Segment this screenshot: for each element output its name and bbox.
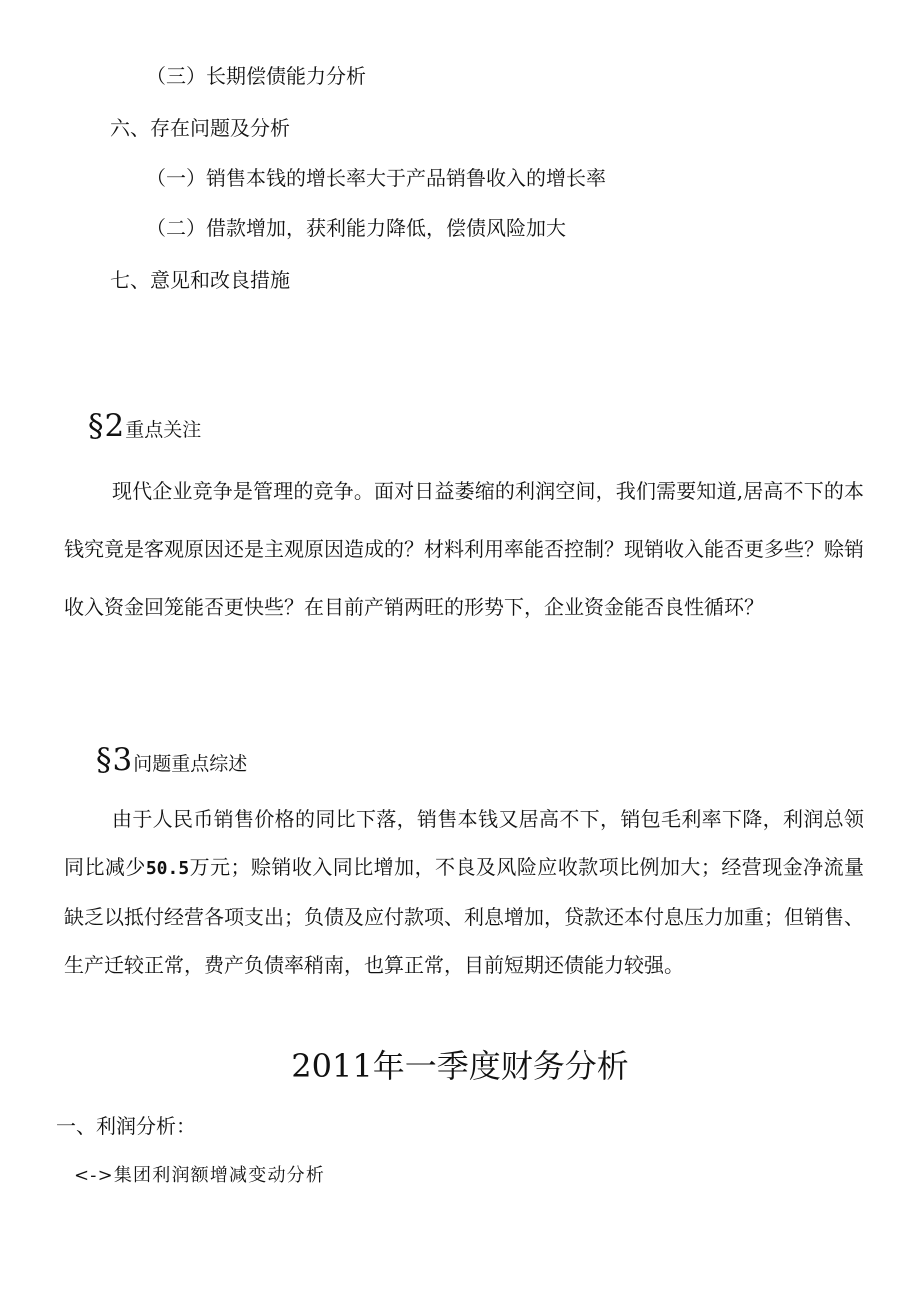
outline-item-6: 六、存在问题及分析 (110, 116, 290, 140)
report-subsection-1: <->集团利润额增减变动分析 (74, 1165, 326, 1186)
outline-item-3-3: （三）长期偿债能力分析 (146, 64, 366, 88)
section-2-title: 重点关注 (125, 419, 202, 441)
section-3-text-before: 由于人民币销售价格的同比下落，销售本钱又居高不下，销包毛利率下降，利润总领同比减少 (64, 807, 864, 879)
section-2-heading (88, 406, 201, 450)
section-3-paragraph (64, 795, 864, 989)
section-3-mark: §3 (96, 742, 134, 778)
section-2-paragraph: 现代企业竞争是管理的竞争。面对日益萎缩的利润空间，我们需要知道,居高不下的本钱究竟是客观原因还是主观原因造成的？材料利用率能否控制？现销收入能否更多些？赊销收入资金回笼能否更快些？在目前产销两旺的形势下，企业资金能否良性循环？ (64, 479, 864, 619)
section-2-mark: §2 (88, 408, 126, 444)
report-section-1: 一、利润分析： (56, 1114, 196, 1138)
report-title: 2011年一季度财务分析 (291, 1047, 629, 1085)
section-3-heading (96, 740, 247, 784)
section-3-text-after: 万元；赊销收入同比增加，不良及风险应收款项比例加大；经营现金净流量缺乏以抵付经营各项支出；负债及应付款项、利息增加，贷款还本付息压力加重；但销售、生产迁较正常，费产负债率稍南，也算正常，目前短期还债能力较强。 (64, 855, 865, 977)
section-3-title: 问题重点综述 (133, 753, 248, 775)
outline-item-6-2: （二）借款增加，获利能力降低，偿债风险加大 (146, 216, 566, 240)
profit-decrease-amount: 50.5 (145, 858, 190, 879)
outline-item-7: 七、意见和改良措施 (110, 268, 290, 292)
outline-item-6-1: （一）销售本钱的增长率大于产品销鲁收入的增长率 (146, 166, 606, 190)
